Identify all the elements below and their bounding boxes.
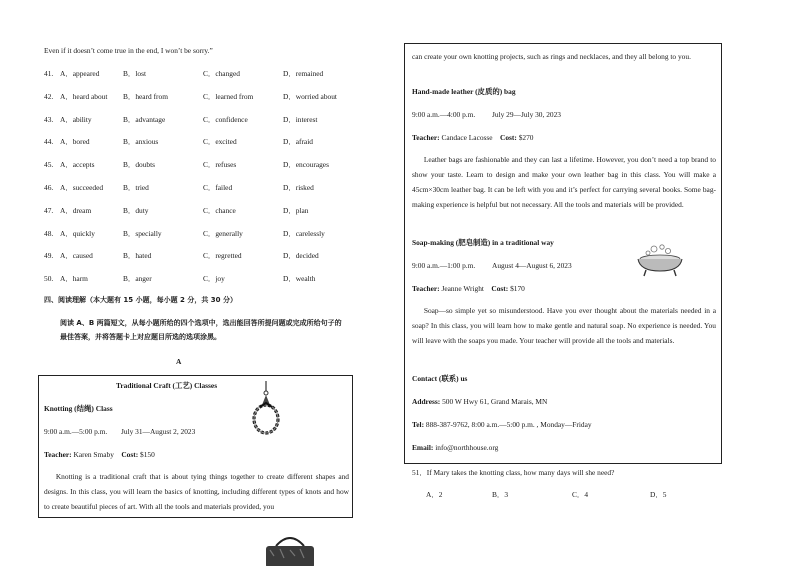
cloze-option-a[interactable]: A．bored: [60, 137, 90, 147]
cloze-option-a[interactable]: A．dream: [60, 205, 92, 215]
cloze-option-b[interactable]: B．hated: [123, 251, 152, 261]
leather-bag-icon: [262, 536, 318, 566]
cloze-option-a[interactable]: A．ability: [60, 114, 92, 124]
soap-teacher: Teacher: Jeanne Wright Cost: $170: [412, 284, 525, 293]
cloze-option-d[interactable]: D．wealth: [283, 274, 316, 284]
intro-line: Even if it doesn’t come true in the end, I won’t be sorry.”: [44, 46, 213, 55]
cloze-option-b[interactable]: B．heard from: [123, 91, 168, 101]
cloze-option-c[interactable]: C．refuses: [203, 160, 237, 170]
tel-line: Tel: 888-387-9762, 8:00 a.m.—5:00 p.m. , Monday—Friday: [412, 420, 592, 429]
cloze-option-c[interactable]: C．generally: [203, 228, 243, 238]
cloze-question-number: 41.: [44, 69, 54, 78]
cloze-option-d[interactable]: D．risked: [283, 183, 314, 192]
cloze-option-a[interactable]: A．accepts: [60, 160, 95, 170]
cloze-option-d[interactable]: D．worried about: [283, 91, 337, 101]
cloze-option-b[interactable]: B．lost: [123, 69, 146, 78]
passage-label: A: [176, 357, 182, 366]
q51-option-a[interactable]: A．2: [426, 490, 443, 499]
cloze-option-a[interactable]: A．harm: [60, 274, 88, 284]
knot-ring-icon: [248, 379, 284, 441]
cloze-option-b[interactable]: B．duty: [123, 205, 149, 215]
cloze-option-a[interactable]: A．appeared: [60, 69, 100, 78]
cloze-option-d[interactable]: D．interest: [283, 114, 318, 124]
knotting-time: 9:00 a.m.—5:00 p.m.: [44, 427, 108, 436]
leather-time: 9:00 a.m.—4:00 p.m.: [412, 110, 476, 119]
cloze-option-d[interactable]: D．plan: [283, 205, 309, 215]
leather-dates: July 29—July 30, 2023: [492, 110, 561, 119]
section-heading: 四、阅读理解（本大题有 15 小题，每小题 2 分，共 30 分）: [44, 296, 237, 304]
soap-time: 9:00 a.m.—1:00 p.m.: [412, 261, 476, 270]
cloze-question-number: 45.: [44, 160, 54, 170]
cloze-question-number: 48.: [44, 228, 54, 238]
cloze-option-c[interactable]: C．confidence: [203, 114, 248, 124]
cloze-question-number: 46.: [44, 183, 54, 192]
cloze-question-number: 49.: [44, 251, 54, 261]
cloze-option-c[interactable]: C．learned from: [203, 91, 254, 101]
contact-title: Contact (联系) us: [412, 374, 468, 383]
cloze-option-d[interactable]: D．remained: [283, 69, 324, 78]
cloze-option-a[interactable]: A．quickly: [60, 228, 95, 238]
soap-description: Soap—so simple yet so misunderstood. Have you ever thought about the materials needed in a soap? In this class, you will learn how to make gentle and natural soap. No experience is needed. You will leave with the soaps you made. Your teacher will provide all the tools and materials.: [412, 306, 716, 345]
knotting-continued: can create your own knotting projects, such as rings and necklaces, and they all belong to you.: [412, 52, 691, 61]
cloze-option-c[interactable]: C．chance: [203, 205, 236, 215]
cloze-option-d[interactable]: D．afraid: [283, 137, 313, 147]
instruction-line-1: 阅读 A、B 两篇短文，从每小题所给的四个选项中，选出能回答所提问题或完成所给句子的: [60, 319, 342, 327]
address-line: Address: 500 W Hwy 61, Grand Marais, MN: [412, 397, 548, 406]
cloze-option-d[interactable]: D．carelessly: [283, 228, 325, 238]
instruction-line-2: 最佳答案，并将答题卡上对应题目所选的选项涂黑。: [60, 333, 221, 341]
cloze-option-b[interactable]: B．advantage: [123, 114, 166, 124]
q51-option-d[interactable]: D．5: [650, 490, 667, 499]
cloze-option-c[interactable]: C．excited: [203, 137, 237, 147]
cloze-question-number: 43.: [44, 114, 54, 124]
knotting-class-title: Knotting (结绳) Class: [44, 404, 113, 413]
cloze-option-c[interactable]: C．joy: [203, 274, 225, 284]
knotting-dates: July 31—August 2, 2023: [121, 427, 196, 436]
q51-option-c[interactable]: C．4: [572, 490, 589, 499]
cloze-option-b[interactable]: B．doubts: [123, 160, 156, 170]
q51-option-b[interactable]: B．3: [492, 490, 509, 499]
cloze-option-a[interactable]: A．caused: [60, 251, 93, 261]
soap-dates: August 4—August 6, 2023: [492, 261, 572, 270]
knotting-description: Knotting is a traditional craft that is about tying things together to create different shapes and designs. In this class, you will learn the basics of knotting, including different types of knots and how to create beautiful pieces of art. With all the tools and materials provided, you: [44, 472, 349, 511]
cloze-question-number: 44.: [44, 137, 54, 147]
cloze-option-b[interactable]: B．anger: [123, 274, 152, 284]
cloze-option-a[interactable]: A．succeeded: [60, 183, 104, 192]
cloze-option-d[interactable]: D．decided: [283, 251, 319, 261]
box-title: Traditional Craft (工艺) Classes: [116, 381, 218, 390]
email-line: Email: info@northhouse.org: [412, 443, 499, 452]
cloze-question-number: 50.: [44, 274, 54, 284]
knotting-teacher: Teacher: Karen Smaby Cost: $150: [44, 450, 155, 459]
cloze-option-c[interactable]: C．failed: [203, 183, 233, 192]
leather-description: Leather bags are fashionable and they can last a lifetime. However, you don’t need a top brand to show your taste. Learn to design and make your own leather bag in this class. You will make a 45cm×30cm leather bag. It can be left with you and it’s perfect for carrying several books. Some bag-making experience is helpful but not necessary. All the tools and materials will be provided.: [412, 155, 716, 209]
bathtub-icon: [632, 243, 688, 279]
cloze-option-b[interactable]: B．tried: [123, 183, 149, 192]
cloze-question-number: 47.: [44, 205, 54, 215]
leather-teacher: Teacher: Candace Lacosse Cost: $270: [412, 133, 534, 142]
leather-title: Hand-made leather (皮质的) bag: [412, 87, 516, 96]
cloze-option-b[interactable]: B．specially: [123, 228, 162, 238]
question-51: 51．If Mary takes the knotting class, how many days will she need?: [412, 468, 615, 477]
cloze-option-a[interactable]: A．heard about: [60, 91, 108, 101]
cloze-question-number: 42.: [44, 91, 54, 101]
soap-title: Soap-making (肥皂制造) in a traditional way: [412, 238, 554, 247]
cloze-option-c[interactable]: C．changed: [203, 69, 240, 78]
cloze-option-d[interactable]: D．encourages: [283, 160, 329, 170]
cloze-option-c[interactable]: C．regretted: [203, 251, 242, 261]
cloze-option-b[interactable]: B．anxious: [123, 137, 159, 147]
